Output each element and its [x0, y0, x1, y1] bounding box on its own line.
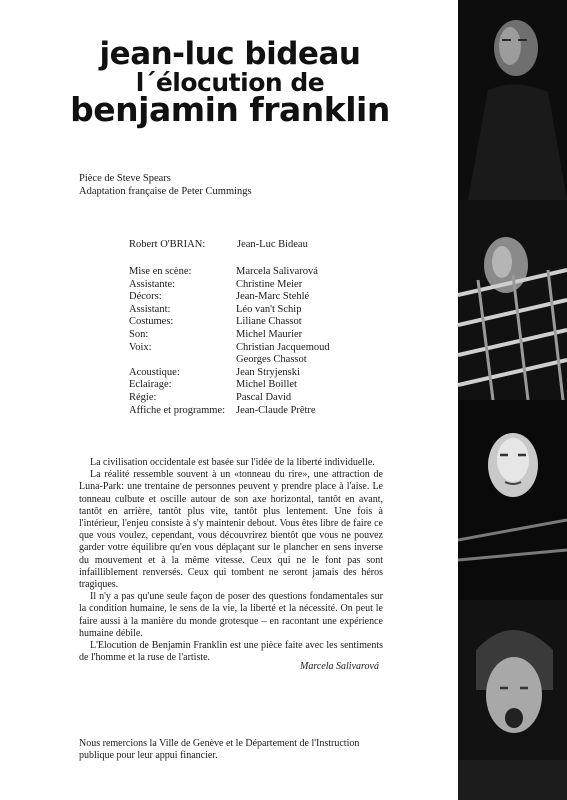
crew-name: Jean-Claude Prêtre: [236, 404, 316, 416]
crew-role: Costumes:: [129, 316, 174, 328]
photo-portrait-cage: [458, 200, 567, 400]
crew-row: [129, 291, 330, 304]
crew-role: Affiche et programme:: [129, 404, 226, 416]
crew-name: Marcela Salivarová: [236, 266, 318, 277]
crew-name: Georges Chassot: [236, 354, 307, 366]
crew-name: Liliane Chassot: [236, 316, 302, 328]
photo-portrait-top: [458, 0, 567, 200]
crew-row: [129, 392, 330, 405]
crew-name: Christian Jacquemoud: [236, 341, 330, 353]
crew-row: [129, 304, 330, 317]
crew-row: [129, 379, 330, 392]
crew-name: Michel Maurier: [236, 328, 303, 340]
crew-role: Acoustique:: [129, 366, 180, 378]
author-credit: Pièce de Steve Spears: [79, 173, 171, 184]
crew-list: [129, 266, 330, 417]
title-elocution: l´élocution de: [135, 68, 325, 97]
title-actor: jean-luc bideau: [99, 36, 361, 72]
play-credits: [79, 172, 252, 198]
crew-name: Michel Boillet: [236, 379, 297, 391]
essay-paragraph: La réalité ressemble souvent à un «tonneau du rire», une attraction de Luna-Park: une trentaine de personnes peuvent y prendre place à l'aise. Le tonneau culbute et oscille autour de son axe horizontal, tantôt en avant, tantôt en arrière, tantôt plus vite, tantôt plus lentement. Une fois à l'intérieur, l'enjeu consiste à s'y maintenir debout. Vous êtes libre de faire ce que vous voulez, cependant, vous découvrirez bientôt que vous ne pouvez garder votre équilibre qu'en vous déplaçant sur le plancher en sens inverse du mouvement et à la même vitesse. Ceux qui ne le font pas sont infailliblement renversés. Ceux qui tombent ne seront jamais des héros tragiques.: [79, 469, 383, 591]
lead-actor: Jean-Luc Bideau: [237, 239, 308, 250]
photo-portrait-spotlight: [458, 400, 567, 600]
crew-name: Pascal David: [236, 391, 292, 403]
adaptation-credit: Adaptation française de Peter Cummings: [79, 186, 252, 197]
crew-role: Décors:: [129, 291, 162, 303]
photo-portrait-shout: [458, 600, 567, 800]
crew-role: Assistant:: [129, 303, 171, 315]
crew-role: Eclairage:: [129, 379, 172, 391]
crew-role: Mise en scène:: [129, 266, 192, 277]
crew-name: Christine Meier: [236, 278, 303, 290]
crew-row: [129, 266, 330, 279]
essay-paragraph: L'Elocution de Benjamin Franklin est une pièce faite avec les sentiments de l'homme et la ruse de l'artiste.: [79, 640, 383, 664]
crew-role: Régie:: [129, 391, 157, 403]
crew-row: [129, 354, 330, 367]
crew-role: Son:: [129, 328, 149, 340]
crew-row: [129, 367, 330, 380]
crew-row: [129, 405, 330, 418]
photo-strip: [458, 0, 567, 800]
crew-name: Jean-Marc Stehlé: [236, 291, 310, 303]
crew-role: Voix:: [129, 341, 152, 353]
crew-name: Jean Stryjenski: [236, 366, 300, 378]
acknowledgement: Nous remercions la Ville de Genève et le Département de l'Instruction publique pour leur appui financier.: [79, 738, 360, 762]
title-play: benjamin franklin: [70, 90, 390, 129]
essay-signature: Marcela Salivarová: [300, 661, 379, 672]
essay: [79, 457, 383, 664]
essay-paragraph: La civilisation occidentale est basée sur l'idée de la liberté individuelle.: [90, 457, 375, 468]
crew-name: Léo van't Schip: [236, 303, 302, 315]
crew-role: Assistante:: [129, 278, 176, 290]
essay-paragraph: Il n'y a pas qu'une seule façon de poser des questions fondamentales sur la condition humaine, le sens de la vie, la liberté et la nécessité. On peut le faire aussi à la manière du monde grotesque – en racontant une expérience humaine débile.: [79, 591, 383, 639]
crew-row: [129, 342, 330, 355]
crew-row: [129, 316, 330, 329]
lead-role: Robert O'BRIAN:: [129, 239, 206, 250]
crew-role: [129, 354, 236, 367]
crew-row: [129, 329, 330, 342]
crew-row: [129, 279, 330, 292]
